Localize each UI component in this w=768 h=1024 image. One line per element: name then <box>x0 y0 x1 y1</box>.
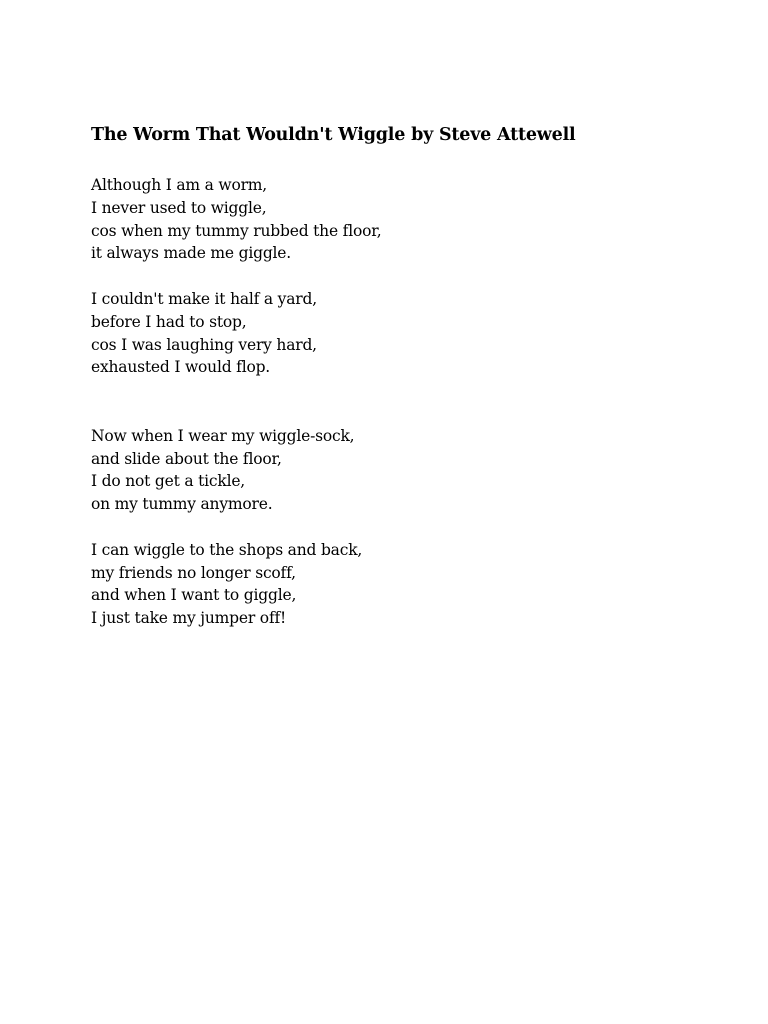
poem-line: before I had to stop, <box>91 312 247 331</box>
stanza-4 <box>91 539 711 630</box>
poem-line: Now when I wear my wiggle-sock, <box>91 426 355 445</box>
poem-line: Although I am a worm, <box>91 176 268 194</box>
stanza-spacer <box>91 516 711 539</box>
poem-line: I just take my jumper off! <box>91 609 287 628</box>
poem-line: exhausted I would flop. <box>91 358 271 377</box>
poem-line: I do not get a tickle, <box>91 472 246 491</box>
stanza-2 <box>91 288 711 379</box>
poem-line: and when I want to giggle, <box>91 586 297 605</box>
poem-line: I can wiggle to the shops and back, <box>91 540 363 559</box>
poem-line: and slide about the floor, <box>91 449 282 468</box>
poem-title: The Worm That Wouldn't Wiggle by Steve Attewell <box>91 125 576 145</box>
poem-line: I couldn't make it half a yard, <box>91 289 317 308</box>
document-page <box>91 122 711 630</box>
poem-line: my friends no longer scoff, <box>91 563 296 582</box>
poem-line: it always made me giggle. <box>91 244 291 263</box>
stanza-spacer <box>91 379 711 425</box>
stanza-3 <box>91 425 711 516</box>
stanza-1 <box>91 174 711 265</box>
stanza-spacer <box>91 265 711 288</box>
poem-line: on my tummy anymore. <box>91 495 273 514</box>
poem-line: cos I was laughing very hard, <box>91 335 317 354</box>
poem-line: cos when my tummy rubbed the floor, <box>91 221 382 240</box>
poem-line: I never used to wiggle, <box>91 198 267 217</box>
